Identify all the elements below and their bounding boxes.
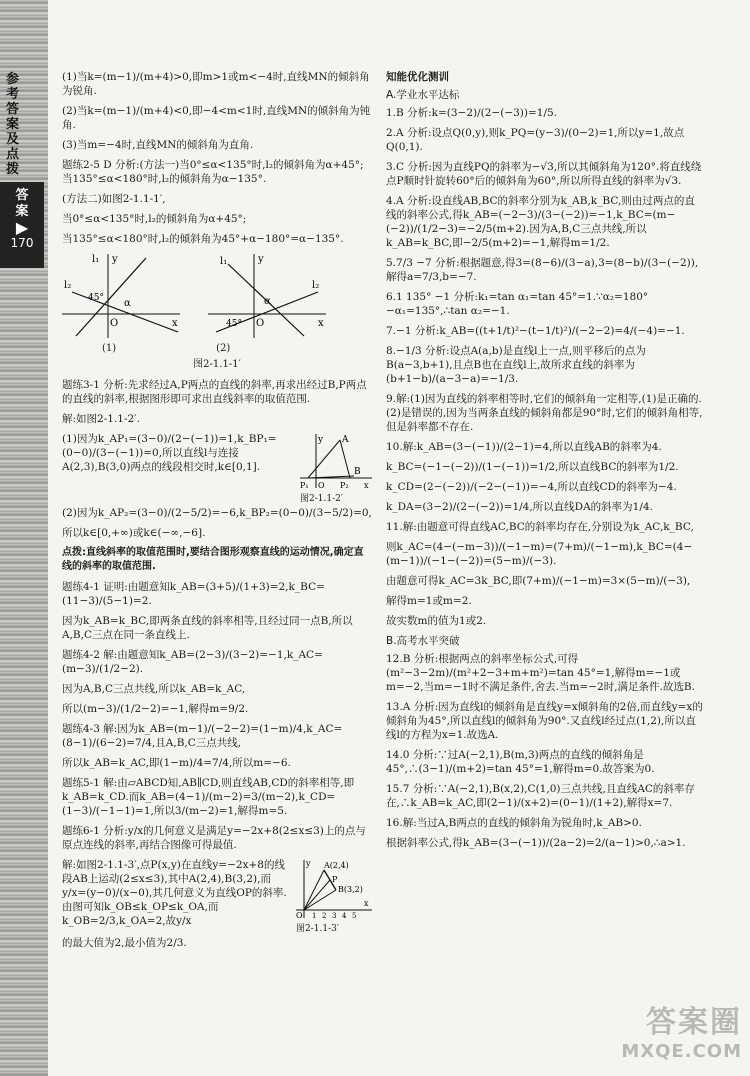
paragraph: 题练4-3 解:因为k_AB=(m−1)/(−2−2)=(1−m)/4,k_AC=(8−1)/(6−2)=7/4,且A,B,C三点共线, xyxy=(62,723,343,749)
fig3-label: B(3,2) xyxy=(338,885,363,894)
fig1-label: 45° xyxy=(88,293,104,303)
fig3-label: y xyxy=(306,859,311,868)
fig1-label: 45° xyxy=(226,319,242,329)
fig2-label: P₁ xyxy=(300,481,309,488)
answer-item: 1.B 分析:k=(3−2)/(2−(−3))=1/5. xyxy=(386,107,558,119)
fig2-label: y xyxy=(318,435,324,445)
subfig-label: (2) xyxy=(216,343,231,354)
paragraph: 解:如图2-1.1-3′,点P(x,y)在直线y=−2x+8的线段AB上运动(2≤x≤3),其中A(2,4),B(3,2),而y/x=(y−0)/(x−0),其几何意义为直线OP的斜率.由图可知k_OB≤k_OP≤k_OA,而k_OB=2/3,k_OA=2,故y/x xyxy=(62,859,287,927)
tip-note: 点拨:直线斜率的取值范围时,要结合图形观察直线的运动情况,确定直线的斜率的取值范围. xyxy=(62,547,364,572)
answer-item: 11.解:由题意可得直线AC,BC的斜率均存在,分别设为k_AC,k_BC, xyxy=(386,521,694,533)
fig1-label: x xyxy=(318,318,324,329)
answer-item: 8.−1/3 分析:设点A(a,b)是直线l上一点,则平移后的点为B(a−3,b+1),且点B也在直线l上,故所求直线的斜率为(b+1−b)/(a−3−a)=−1/3. xyxy=(386,345,646,385)
right-column xyxy=(386,70,704,856)
paragraph: 所以k∈[0,+∞)或k∈(−∞,−6]. xyxy=(62,527,206,539)
figure-1-part-2 xyxy=(208,252,328,338)
fig1-label: O xyxy=(256,318,265,329)
paragraph: 解:如图2-1.1-2′. xyxy=(62,413,140,425)
answer-item: 故实数m的值为1或2. xyxy=(386,615,487,627)
answer-item: k_DA=(3−2)/(2−(−2))=1/4,所以直线DA的斜率为1/4. xyxy=(386,501,653,513)
paragraph: (1)当k=(m−1)/(m+4)>0,即m>1或m<−4时,直线MN的倾斜角为锐角. xyxy=(62,71,370,97)
fig3-label: A(2,4) xyxy=(324,861,349,870)
subsection-heading: B.高考水平突破 xyxy=(386,635,460,647)
paragraph: (1)因为k_AP₁=(3−0)/(2−(−1))=1,k_BP₁=(0−0)/(3−(−1))=0,所以直线l与连接A(2,3),B(3,0)两点的线段相交时,k∈[0,1]. xyxy=(62,433,277,473)
subsection-heading: A.学业水平达标 xyxy=(386,89,460,101)
fig2-label: x xyxy=(364,481,369,488)
answer-item: 14.0 分析:∵过A(−2,1),B(m,3)两点的直线的倾斜角是45°,∴(3−1)/(m+2)=tan 45°=1,解得m=0.故答案为0. xyxy=(386,749,655,775)
fig1-label: α xyxy=(124,298,131,309)
fig2-label: A xyxy=(342,435,349,445)
paragraph: 的最大值为2,最小值为2/3. xyxy=(62,937,187,949)
tab-label: 答案 xyxy=(15,188,29,219)
answer-item: 2.A 分析:设点Q(0,y),则k_PQ=(y−3)/(0−2)=1,所以y=1,故点Q(0,1). xyxy=(386,127,685,153)
fig3-tick: 5 xyxy=(352,912,357,918)
paragraph: 题练6-1 分析:y/x的几何意义是满足y=−2x+8(2≤x≤3)上的点与原点连线的斜率,再结合图像可得最值. xyxy=(62,825,366,851)
page-edge-strip xyxy=(0,0,48,1076)
figure-caption: 图2-1.1-1′ xyxy=(193,359,241,370)
answer-tab xyxy=(0,182,44,268)
fig1-label: x xyxy=(172,318,178,329)
answer-item: 则k_AC=(4−(−m−3))/(−1−m)=(7+m)/(−1−m),k_BC=(4−(m−1))/(−1−(−2))=(5−m)/(−3). xyxy=(386,541,693,567)
fig3-tick: 2 xyxy=(322,912,327,918)
paragraph: 题练3-1 分析:先求经过A,P两点的直线的斜率,再求出经过B,P两点的直线的斜率,根据图形即可求出直线斜率的取值范围. xyxy=(62,379,367,405)
page-number: 170 xyxy=(10,236,34,250)
fig1-label: y xyxy=(258,254,264,265)
fig3-label: O xyxy=(296,911,303,918)
paragraph: 因为A,B,C三点共线,所以k_AB=k_AC, xyxy=(62,683,246,695)
figure-2 xyxy=(300,432,372,488)
answer-item: 7.−1 分析:k_AB=((t+1/t)²−(t−1/t)²)/(−2−2)=4/(−4)=−1. xyxy=(386,325,685,337)
answer-item: 15.7 分析:∵A(−2,1),B(x,2),C(1,0)三点共线,且直线AC的斜率存在,∴k_AB=k_AC,即(2−1)/(x+2)=(0−1)/(1+2),解得x=7. xyxy=(386,783,695,809)
fig3-label: x xyxy=(364,899,369,908)
paragraph: (2)当k=(m−1)/(m+4)<0,即−4<m<1时,直线MN的倾斜角为钝角. xyxy=(62,105,371,131)
figure-caption: 图2-1.1-2′ xyxy=(300,494,343,504)
figure-1 xyxy=(62,252,372,338)
left-column xyxy=(62,70,372,956)
fig1-label: l₁ xyxy=(220,256,228,267)
answer-item: k_BC=(−1−(−2))/(1−(−1))=1/2,所以直线BC的斜率为1/2. xyxy=(386,461,679,473)
fig1-label: O xyxy=(110,318,119,329)
fig1-label: α xyxy=(264,296,271,307)
watermark-text: 答案圈 xyxy=(646,1005,742,1040)
fig1-label: l₂ xyxy=(64,280,72,291)
answer-item: 6.1 135° −1 分析:k₁=tan α₁=tan 45°=1.∵α₂=180°−α₁=135°,∴tan α₂=−1. xyxy=(386,291,649,317)
chevron-right-icon: ▶ xyxy=(15,218,29,237)
paragraph: 题练4-1 证明:由题意知k_AB=(3+5)/(1+3)=2,k_BC=(11−3)/(5−1)=2. xyxy=(62,581,325,607)
answer-item: 由题意可得k_AC=3k_BC,即(7+m)/(−1−m)=3×(5−m)/(−3), xyxy=(386,575,691,587)
answer-item: 10.解:k_AB=(3−(−1))/(2−1)=4,所以直线AB的斜率为4. xyxy=(386,441,662,453)
subfig-label: (1) xyxy=(102,343,117,354)
figure-caption: 图2-1.1-3′ xyxy=(296,924,339,934)
answer-item: 解得m=1或m=2. xyxy=(386,595,472,607)
fig1-label: y xyxy=(112,254,118,265)
answer-item: 3.C 分析:因为直线PQ的斜率为−√3,所以其倾斜角为120°.将直线绕点P顺时针旋转60°后的倾斜角为60°,所以所得直线的斜率为√3. xyxy=(386,161,702,187)
paragraph: 题练4-2 解:由题意知k_AB=(2−3)/(3−2)=−1,k_AC=(m−3)/(1/2−2). xyxy=(62,649,323,675)
fig3-tick: 1 xyxy=(312,912,317,918)
answer-item: 12.B 分析:根据两点的斜率坐标公式,可得(m²−3−2m)/(m²+2−3+m+m²)=tan 45°=1,解得m=−1或m=−2,当m=−1时不满足条件,舍去.当m=−2时,满足条件.故选B. xyxy=(386,653,695,693)
paragraph: 所以(m−3)/(1/2−2)=−1,解得m=9/2. xyxy=(62,703,249,715)
answer-item: 9.解:(1)因为直线的斜率相等时,它们的倾斜角一定相等,(1)是正确的.(2)是错误的,因为当两条直线的倾斜角都是90°时,它们的倾斜角相等,但是斜率都不存在. xyxy=(386,393,703,433)
vertical-title: 参考答案及点拨 xyxy=(6,72,20,177)
figure-3 xyxy=(296,858,372,918)
paragraph: (3)当m=−4时,直线MN的倾斜角为直角. xyxy=(62,139,254,151)
figure-1-part-1 xyxy=(62,252,182,338)
answer-item: k_CD=(2−(−2))/(−2−(−1))=−4,所以直线CD的斜率为−4. xyxy=(386,481,677,493)
section-heading: 知能优化测训 xyxy=(386,71,449,83)
paragraph: 当135°≤α<180°时,l₂的倾斜角为45°+α−180°=α−135°. xyxy=(62,233,344,245)
paragraph: 题练2-5 D 分析:(方法一)当0°≤α<135°时,l₂的倾斜角为α+45°;当135°≤α<180°时,l₂的倾斜角为α−135°. xyxy=(62,159,364,185)
fig2-label: O xyxy=(318,481,325,488)
answer-item: 16.解:当过A,B两点的直线的倾斜角为锐角时,k_AB>0. xyxy=(386,817,642,829)
paragraph: (2)因为k_AP₂=(3−0)/(2−5/2)=−6,k_BP₂=(0−0)/(3−5/2)=0, xyxy=(62,507,372,519)
paragraph: 题练5-1 解:由▱ABCD知,AB∥CD,则直线AB,CD的斜率相等,即k_AB=k_CD.而k_AB=(4−1)/(m−2)=3/(m−2),k_CD=(1−3)/(−1−1)=1,所以3/(m−2)=1,解得m=5. xyxy=(62,777,355,817)
paragraph: 因为k_AB=k_BC,即两条直线的斜率相等,且经过同一点B,所以A,B,C三点在同一条直线上. xyxy=(62,615,353,641)
watermark-url: MXQE.COM xyxy=(621,1041,742,1062)
answer-item: 13.A 分析:因为直线l的倾斜角是直线y=x倾斜角的2倍,而直线y=x的倾斜角为45°,所以直线l的倾斜角为90°.又直线l经过点(1,2),所以直线l的方程为x=1.故选A. xyxy=(386,701,703,741)
paragraph: 所以k_AB=k_AC,即(1−m)/4=7/4,所以m=−6. xyxy=(62,757,291,769)
answer-item: 根据斜率公式,得k_AB=(3−(−1))/(2a−2)=2/(a−1)>0,∴a>1. xyxy=(386,837,686,849)
paragraph: (方法二)如图2-1.1-1′, xyxy=(62,193,166,205)
watermark-logo xyxy=(621,997,742,1062)
paragraph: 当0°≤α<135°时,l₂的倾斜角为α+45°; xyxy=(62,213,247,225)
fig3-tick: 3 xyxy=(332,912,337,918)
fig2-label: B xyxy=(354,467,361,477)
fig2-label: P₂ xyxy=(340,481,349,488)
answer-item: 4.A 分析:设直线AB,BC的斜率分别为k_AB,k_BC,则由过两点的直线的斜率公式,得k_AB=(−2−3)/(3−(−2))=−1,k_BC=(m−(−2))/(1/2−3)=−2/5(m+2).因为A,B,C三点共线,所以k_AB=k_BC,即−2/5(m+2)=−1,解得m=1/2. xyxy=(386,195,695,249)
fig3-tick: 4 xyxy=(342,912,347,918)
answer-item: 5.7/3 −7 分析:根据题意,得3=(8−6)/(3−a),3=(8−b)/(3−(−2)),解得a=7/3,b=−7. xyxy=(386,257,699,283)
fig1-label: l₁ xyxy=(92,254,100,265)
fig1-label: l₂ xyxy=(312,280,320,291)
fig3-label: P xyxy=(332,875,338,884)
